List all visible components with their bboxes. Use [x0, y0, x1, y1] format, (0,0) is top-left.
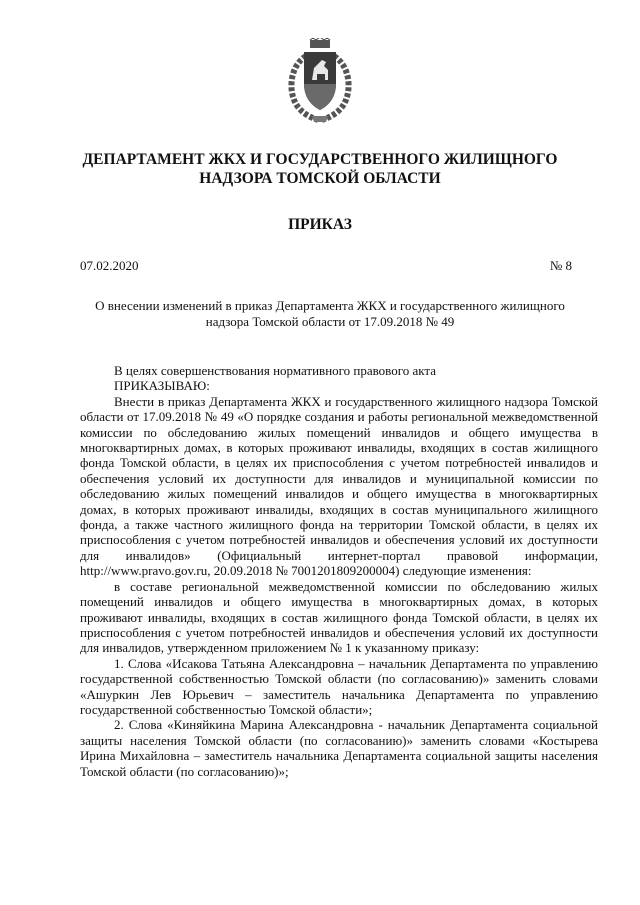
order-body [80, 363, 598, 779]
department-title-line2: НАДЗОРА ТОМСКОЙ ОБЛАСТИ [199, 170, 441, 187]
body-paragraph-3: 1. Слова «Исакова Татьяна Александровна – начальник Департамента по управлению государственной собственностью Томской области (по согласованию)» заменить словами «Ашуркин Лев Юрьевич – заместитель начальника Департамента по управлению государственной собственностью Томской области»; [80, 655, 598, 717]
body-paragraph-4: 2. Слова «Киняйкина Марина Александровна - начальник Департамента социальной защиты населения Томской области (по согласованию)» заменить словами «Костырева Ирина Михайловна – заместитель начальника Департамента социальной защиты населения Томской области (по согласованию)»; [80, 717, 598, 779]
order-subject-line1: О внесении изменений в приказ Департамента ЖКХ и государственного жилищного [95, 298, 565, 313]
order-subject-line2: надзора Томской области от 17.09.2018 № 49 [205, 314, 455, 329]
order-directive: ПРИКАЗЫВАЮ: [114, 378, 210, 394]
body-paragraph-2: в составе региональной межведомственной комиссии по обследованию жилых помещений инвалидов и общего имущества в многоквартирных домах, в которых проживают инвалиды, входящих в состав жилищного фонда Томской области, в целях их приспособления с учетом потребностей инвалидов и обеспечения условий их доступности для инвалидов, утвержденном приложением № 1 к указанному приказу: [80, 578, 598, 656]
department-title [60, 150, 580, 188]
body-paragraph-1: Внести в приказ Департамента ЖКХ и государственного жилищного надзора Томской области от 17.09.2018 № 49 «О порядке создания и работы региональной межведомственной комиссии по обследованию жилых помещений инвалидов и общего имущества в многоквартирных домах, в которых проживают инвалиды, входящих в состав жилищного фонда Томской области, в целях их приспособления с учетом потребностей инвалидов и обеспечения условий их доступности для инвалидов и муниципальной комиссии по обследованию жилых помещений инвалидов и общего имущества в многоквартирных домах, в которых проживают инвалиды, входящих в состав муниципального жилищного фонда, а также частного жилищного фонда на территории Томской области, в целях их приспособления с учетом потребностей инвалидов и обеспечения условий их доступности для инвалидов» (Официальный интернет-портал правовой информации, http://www.pravo.gov.ru, 20.09.2018 № 7001201809200004) следующие изменения: [80, 393, 598, 579]
coat-of-arms-icon [286, 38, 354, 124]
order-subject [80, 298, 580, 330]
order-title: ПРИКАЗ [288, 216, 352, 233]
department-title-line1: ДЕПАРТАМЕНТ ЖКХ И ГОСУДАРСТВЕННОГО ЖИЛИЩНОГО [82, 151, 558, 168]
order-date: 07.02.2020 [80, 258, 139, 273]
purpose-paragraph: В целях совершенствования нормативного правового акта [114, 363, 437, 378]
order-number: № 8 [549, 258, 572, 273]
